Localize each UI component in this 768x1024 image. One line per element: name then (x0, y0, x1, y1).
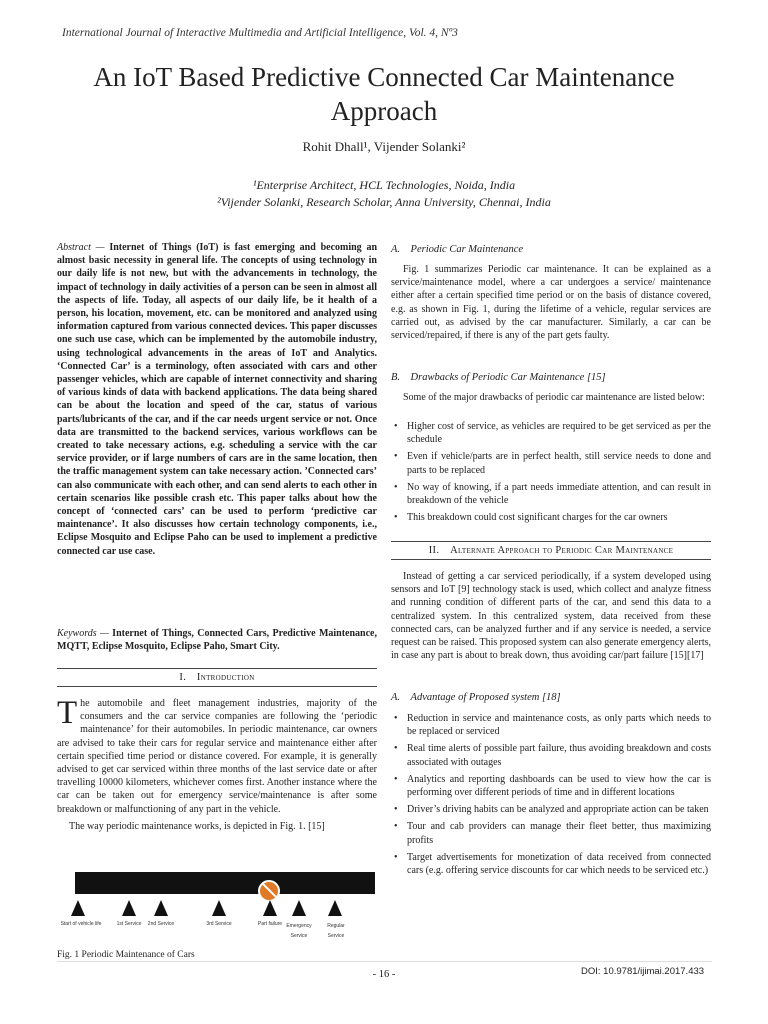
keywords (57, 627, 377, 653)
doi: DOI: 10.9781/ijimai.2017.433 (581, 966, 705, 977)
figure-label: Part failure (257, 921, 283, 927)
timeline-marker (263, 900, 277, 916)
paper-title: An IoT Based Predictive Connected Car Maintenance Approach (93, 62, 675, 126)
keywords-text: Internet of Things, Connected Cars, Predictive Maintenance, MQTT, Eclipse Mosquito, Eclipse Paho, Smart City. (57, 628, 377, 653)
page-number: - 16 - (372, 969, 396, 980)
section-b-intro-text: Some of the major drawbacks of periodic car maintenance are listed below: (403, 392, 705, 403)
figure-label: 3rd Service (206, 921, 232, 927)
section-2-heading: II. Alternate Approach to Periodic Car Maintenance (391, 541, 711, 560)
list-item: • This breakdown could cost significant charges for the car owners (391, 511, 711, 524)
abstract-text: Internet of Things (IoT) is fast emerging and becoming an almost basic necessity in general life. The concepts of using technology in our daily life is not new, but with the advancements in technology, the impact of technology in daily activities of a person can be seen in almost all the aspects of life. Today, all aspects of our daily life, be it health of a person, his location, movement, etc. can be monitored and analyzed using information captured from various connected devices. This paper discusses one such use case, which can be implemented by the automobile industry, using technological advancements in the areas of IoT and Analytics. ‘Connected Car’ is a terminology, often associated with cars and other passenger vehicles, which are capable of internet connectivity and sharing of various kinds of data with backend applications. The data being shared can be about the location and speed of the car, status of various parts/lubricants of the car, and if the car needs urgent service or not. Once data are transmitted to the backend services, various workflows can be created to take necessary actions, e.g. scheduling a service with the car service provider, or if large numbers of cars are in the same location, then the traffic management system can take necessary action. ’Connected cars’ can also communicate with each other, and can send alerts to each other in certain scenarios like possible crash etc. This paper talks about how the concept of ‘connected cars’ can be used to perform ‘predictive car maintenance’. It also discusses how certain technology components, i.e., Eclipse Mosquito and Eclipse Paho can be used to implement a predictive connected car use case. (57, 242, 378, 557)
section-a-body (391, 263, 711, 342)
figure-caption: Fig. 1 Periodic Maintenance of Cars (57, 950, 195, 960)
affiliations (0, 177, 768, 211)
list-item: • Target advertisements for monetization of data received from connected cars (e.g. offering service discounts for car which needs to be serviced etc.) (391, 851, 711, 877)
intro-paragraph-1: he automobile and fleet management industries, majority of the consumers and the car service companies are following the ‘periodic maintenance’ for their automobiles. In periodic maintenance, car owners are advised to take their cars for regular service and maintenance either after certain specified time period or distance covered. For example, it is generally advised to get car serviced within three months of the last service date or after travelling 10000 kilometers, whichever comes first. Another instance where the car can be taken out for emergency service/maintenance is after some breakdown or malfunctioning of any part in the vehicle. (57, 698, 377, 815)
section-b-intro (391, 391, 711, 404)
figure-label: 1st Service (116, 921, 142, 927)
list-item: • Tour and cab providers can manage their fleet better, thus maximizing profits (391, 820, 711, 846)
list-item: • Even if vehicle/parts are in perfect health, still service needs to done and parts to be replaced (391, 450, 711, 476)
affiliation-2: ²Vijender Solanki, Research Scholar, Anna University, Chennai, India (217, 195, 551, 209)
authors: Rohit Dhall¹, Vijender Solanki² (302, 139, 466, 154)
figure-label: Start of vehicle life (60, 921, 102, 927)
list-item: • Reduction in service and maintenance costs, as only parts which needs to be replaced or serviced (391, 712, 711, 738)
list-item: • Higher cost of service, as vehicles are required to be get serviced as per the schedule (391, 420, 711, 446)
timeline-marker (154, 900, 168, 916)
advantages-list (391, 712, 711, 881)
figure-label: Regular Service (327, 923, 345, 939)
section-2-text: Instead of getting a car serviced periodically, if a system developed using sensors and IoT [9] technology stack is used, which collect and analyze fitness and running condition of different parts of the car, and send this data to a centralized system. In this centralized system, data received from these connected cars, can be analyzed further and if any service is needed, a service request can be raised. This proposed system can also generate emergency alerts, in case any part is about to break down, thus avoiding car/part failure [15][17] (391, 571, 711, 662)
intro-body (57, 697, 377, 833)
list-item: • Real time alerts of possible part failure, thus avoiding breakdown and costs associated with outages (391, 742, 711, 768)
section-b-heading: B. Drawbacks of Periodic Car Maintenance [15] (391, 372, 606, 383)
figure-label: 2nd Service (147, 921, 175, 927)
affiliation-1: ¹Enterprise Architect, HCL Technologies, Noida, India (252, 178, 516, 192)
timeline-marker (212, 900, 226, 916)
timeline-marker (122, 900, 136, 916)
keywords-lead: Keywords — (57, 628, 113, 639)
section-a-text: Fig. 1 summarizes Periodic car maintenance. It can be explained as a service/maintenance model, where a car undergoes a service/ maintenance either after a certain specified time period or on the basis of distance covered, e.g. as shown in Fig. 1, during the lifetime of a vehicle, regular services are carried out, as advised by the car manufacturer. Similarly, a car can be serviced/repaired, if there is any of the part gets faulty. (391, 264, 711, 342)
timeline-marker (328, 900, 342, 916)
list-item: • No way of knowing, if a part needs immediate attention, and can result in breakdown of the vehicle (391, 481, 711, 507)
dropcap: T (57, 695, 78, 731)
journal-header: International Journal of Interactive Multimedia and Artificial Intelligence, Vol. 4, Nº3 (62, 27, 458, 39)
section-a-heading: A. Periodic Car Maintenance (391, 244, 524, 255)
timeline-bar (75, 872, 375, 894)
intro-paragraph-2: The way periodic maintenance works, is depicted in Fig. 1. [15] (69, 820, 325, 832)
intro-heading: I. Introduction (57, 668, 377, 687)
drawbacks-list (391, 420, 711, 528)
section-a2-heading: A. Advantage of Proposed system [18] (391, 692, 561, 703)
footer-divider (57, 961, 712, 962)
list-item: • Analytics and reporting dashboards can be used to view how the car is performing over different periods of time and in different locations (391, 773, 711, 799)
figure-periodic-maintenance (60, 870, 360, 940)
timeline-marker (292, 900, 306, 916)
abstract (57, 241, 377, 558)
section-2-body (391, 570, 711, 662)
figure-label: Emergency Service (286, 923, 312, 939)
no-service-icon (258, 880, 280, 902)
timeline-marker (71, 900, 85, 916)
list-item: • Driver’s driving habits can be analyzed and appropriate action can be taken (391, 803, 711, 816)
abstract-lead: Abstract — (57, 242, 110, 253)
